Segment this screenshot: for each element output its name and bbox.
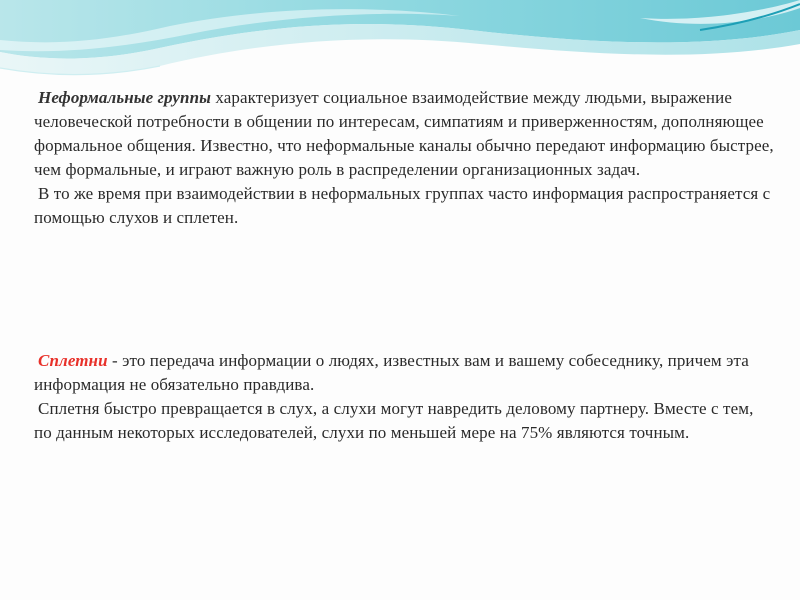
paragraph-informal-groups-text2: В то же время при взаимодействии в неформальных группах часто информация распространяется с помощью слухов и сплетен. <box>34 184 771 227</box>
term-informal-groups: Неформальные группы <box>38 88 212 107</box>
paragraph-informal-groups-text: характеризует социальное взаимодействие между людьми, выражение человеческой потребности в общении по интересам, симпатиям и приверженностям, дополняющее формальное общения. Известно, что неформальные каналы обычно передают информацию быстрее, чем формальные, и играют важную роль в распределении организационных задач. <box>34 88 774 179</box>
header-wave-decoration <box>0 0 800 90</box>
paragraph-gossip-text2: Сплетня быстро превращается в слух, а слухи могут навредить деловому партнеру. Вместе с тем, по данным некоторых исследователей, слухи по меньшей мере на 75% являются точным. <box>34 399 754 442</box>
paragraph-gossip-text: - это передача информации о людях, известных вам и вашему собеседнику, причем эта информация не обязательно правдива. <box>34 351 749 394</box>
paragraph-gossip <box>34 349 774 445</box>
term-gossip: Сплетни <box>38 351 108 370</box>
paragraph-informal-groups <box>34 86 774 230</box>
